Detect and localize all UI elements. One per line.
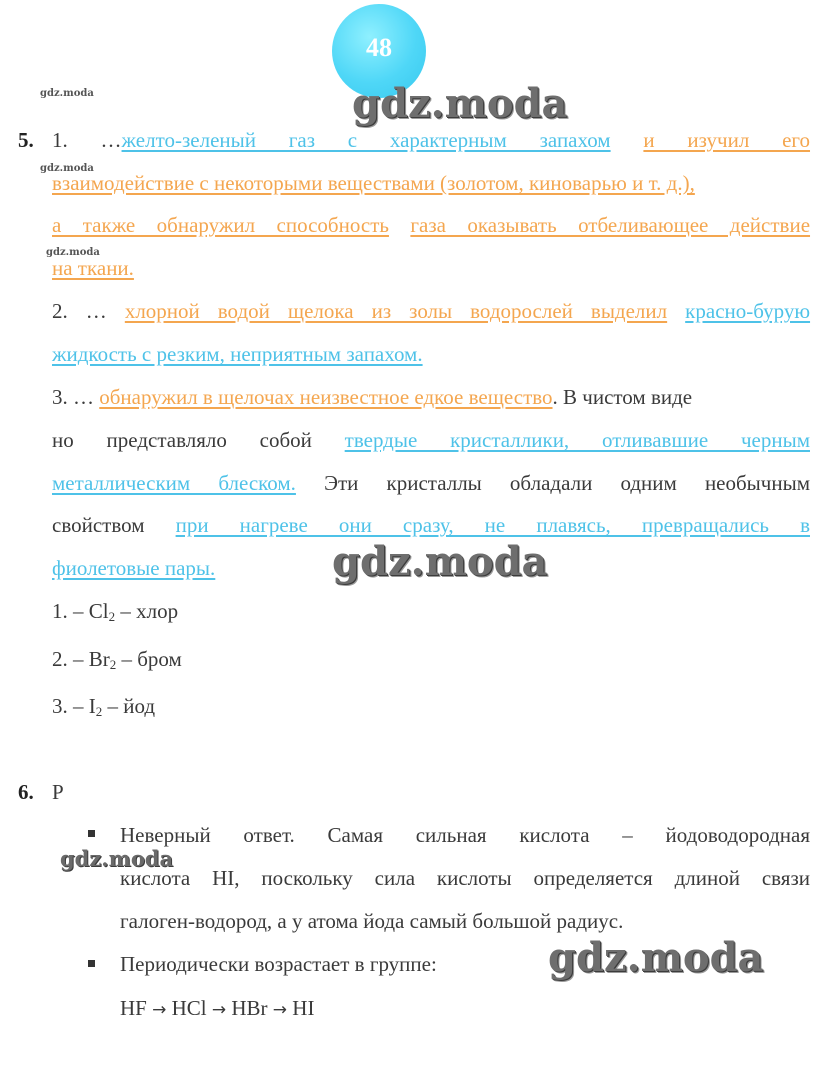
highlight-blue: жидкость с резким, неприятным запахом. xyxy=(52,342,423,366)
task5-p3-line1 xyxy=(52,385,692,409)
task6-bullet1-line1: Неверный ответ. Самая сильная кислота – йодоводородная xyxy=(120,823,810,847)
highlight-blue: металлическим блеском. xyxy=(52,471,296,495)
acid-series-formula: HF → HCl → HBr → HI xyxy=(120,996,315,1020)
highlight-orange: взаимодействие с некоторыми веществами (золотом, киноварью и т. д.), xyxy=(52,171,695,195)
arrow-icon: → xyxy=(272,1000,288,1020)
plain-text: свойством xyxy=(52,513,145,537)
highlight-orange: а также обнаружил способность xyxy=(52,213,389,237)
item-prefix: 3. … xyxy=(52,385,94,409)
task5-p2-line2 xyxy=(52,342,423,366)
arrow-icon: → xyxy=(152,1000,167,1020)
highlight-orange: газа оказывать отбеливающее действие xyxy=(410,213,811,237)
highlight-blue: фиолетовые пары. xyxy=(52,556,216,580)
plain-text: но представляло собой xyxy=(52,428,312,452)
watermark-small: gdz.moda xyxy=(46,247,100,258)
task6-bullet1-line3: галоген-водород, а у атома йода самый большой радиус. xyxy=(120,909,624,933)
highlight-orange: обнаружил в щелочах неизвестное едкое вещество xyxy=(99,385,553,409)
task5-p1-line3 xyxy=(52,213,810,237)
bullet-icon xyxy=(88,830,95,837)
answer-line: 1. – $Cl_2$ – хлор xyxy=(52,599,179,624)
page-number: 48 xyxy=(366,33,392,62)
highlight-blue: при нагреве они сразу, не плавясь, превращались в xyxy=(175,513,810,537)
watermark-large: gdz.moda xyxy=(352,80,568,127)
watermark-large: gdz.moda xyxy=(548,934,764,981)
bullet-icon xyxy=(88,960,95,967)
arrow-icon: → xyxy=(211,1000,227,1020)
item-prefix: 2. … xyxy=(52,299,107,323)
highlight-orange: на ткани. xyxy=(52,256,134,280)
highlight-orange: хлорной водой щелока из золы водорослей выделил xyxy=(124,299,668,323)
task5-p1-line1 xyxy=(52,128,810,152)
task-number: 6. xyxy=(18,780,34,804)
task5-p2-line1 xyxy=(52,299,810,323)
task5-p3-line5 xyxy=(52,556,215,580)
watermark-large: gdz.moda xyxy=(332,538,548,585)
task6-answer-letter: Р xyxy=(52,780,64,804)
watermark-medium: gdz.moda xyxy=(60,846,174,871)
task5-p1-line4 xyxy=(52,256,134,280)
highlight-blue: желто-зеленый газ с характерным запахом xyxy=(121,128,611,152)
answer-line: 3. – $I_2$ – йод xyxy=(52,694,156,719)
task-number: 5. xyxy=(18,128,34,152)
plain-text: . В чистом виде xyxy=(552,385,693,409)
task5-p3-line3 xyxy=(52,471,810,495)
highlight-orange: и изучил его xyxy=(643,128,811,152)
task6-bullet2-line1: Периодически возрастает в группе: xyxy=(120,952,437,976)
task5-p3-line4 xyxy=(52,513,810,537)
task5-p3-line2 xyxy=(52,428,810,452)
task5-p1-line2 xyxy=(52,171,695,195)
highlight-blue: красно-бурую xyxy=(685,299,811,323)
highlight-blue: твердые кристаллики, отливавшие черным xyxy=(344,428,810,452)
task6-bullet1-line2: кислота HI, поскольку сила кислоты определяется длиной связи xyxy=(120,866,810,890)
watermark-small: gdz.moda xyxy=(40,163,94,174)
item-prefix: 1. … xyxy=(52,128,122,152)
watermark-small: gdz.moda xyxy=(40,88,94,99)
plain-text: Эти кристаллы обладали одним необычным xyxy=(324,471,810,495)
answer-line: 2. – $Br_2$ – бром xyxy=(52,647,182,672)
